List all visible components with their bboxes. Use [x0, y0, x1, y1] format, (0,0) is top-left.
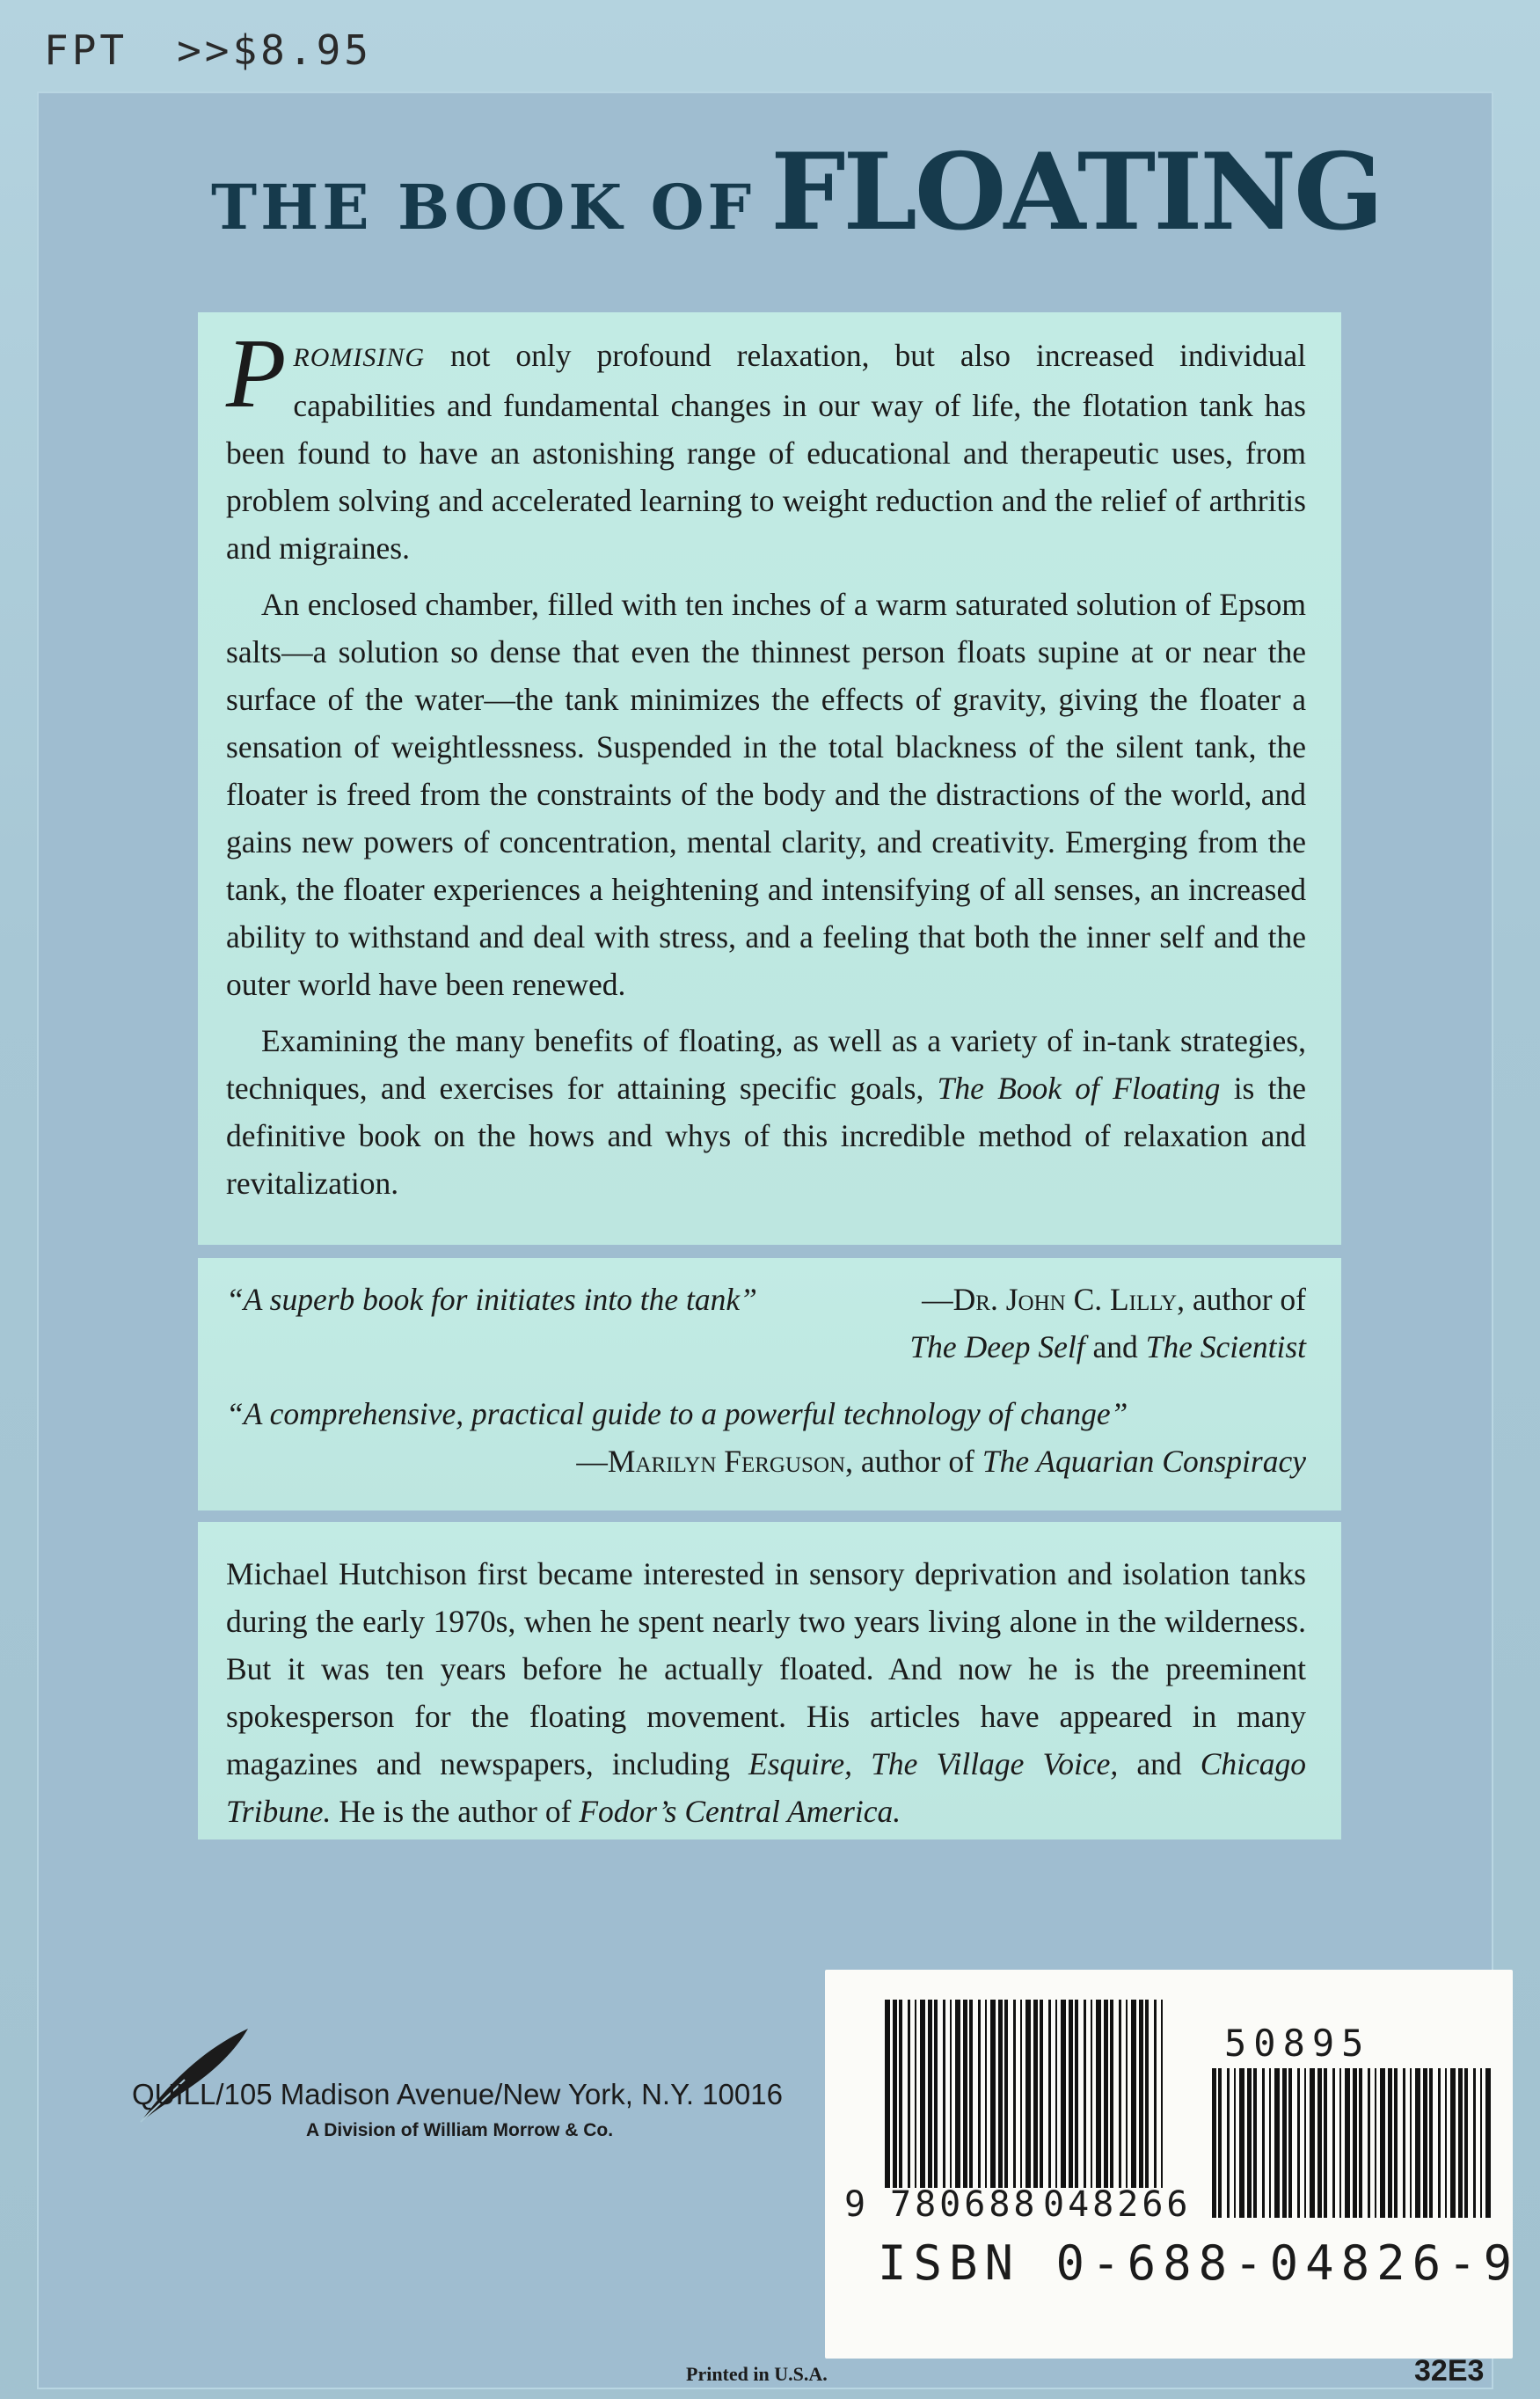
- price-code: 50895: [1224, 2022, 1371, 2065]
- barcode-bar: [1048, 2000, 1051, 2188]
- publisher-division: A Division of William Morrow & Co.: [306, 2120, 614, 2140]
- printed-in: Printed in U.S.A.: [686, 2363, 828, 2385]
- barcode-bar: [1131, 2000, 1136, 2188]
- description-paragraph-2: An enclosed chamber, filled with ten inches of a warm saturated solution of Epsom salts—a solution so dense that even the thinnest person floats supine at or near the surface of the water—the tank minimizes the effects of gravity, giving the floater a sensation of weightlessness. Suspended in the total blackness of the silent tank, the floater is freed from the constraints of the body and the distractions of the world, and gains new powers of concentration, mental clarity, and creativity. Emerging from the tank, the floater experiences a heightening and intensifying of all senses, an increased ability to withstand and deal with stress, and a feeling that both the inner self and the outer world have been renewed.: [226, 587, 1306, 1002]
- barcode-bar: [1423, 2068, 1427, 2218]
- barcode-bar: [1075, 2000, 1078, 2188]
- barcode-bar: [1091, 2000, 1092, 2188]
- barcode-bar: [1119, 2000, 1121, 2188]
- barcode-bar: [1282, 2068, 1287, 2218]
- barcode-bar: [1139, 2000, 1143, 2188]
- barcode-bar: [1218, 2068, 1222, 2218]
- barcode-bar: [978, 2000, 981, 2188]
- price-addon-bars: [1212, 2068, 1491, 2218]
- title-prefix: THE BOOK OF: [211, 171, 755, 244]
- barcode-bar: [1464, 2068, 1468, 2218]
- barcode-bar: [885, 2000, 890, 2188]
- barcode-bar: [950, 2000, 952, 2188]
- barcode-bar: [1317, 2068, 1322, 2218]
- barcode-bar: [1126, 2000, 1128, 2188]
- barcode-bar: [899, 2000, 902, 2188]
- barcode-bar: [1353, 2068, 1357, 2218]
- barcode-bar: [1403, 2068, 1405, 2218]
- quote-1-attribution: —Dr. John C. Lilly, author of: [922, 1282, 1306, 1317]
- title-main: FLOATING: [770, 130, 1382, 254]
- publisher-block: [132, 2023, 800, 2164]
- barcode-bar: [1239, 2068, 1244, 2218]
- barcode-bar: [1274, 2068, 1280, 2218]
- quote-1-text: “A superb book for initiates into the tank”: [226, 1282, 757, 1317]
- barcode-bar: [1247, 2068, 1252, 2218]
- barcode-bar: [1359, 2068, 1362, 2218]
- barcode-bar: [1269, 2068, 1271, 2218]
- barcode-bar: [1445, 2068, 1447, 2218]
- barcode-bar: [1288, 2068, 1292, 2218]
- barcode-bar: [1297, 2068, 1300, 2218]
- barcode-bar: [1227, 2068, 1230, 2218]
- drop-cap: P: [226, 319, 287, 428]
- barcode-bar: [1310, 2068, 1315, 2218]
- description-panel: [198, 312, 1341, 1245]
- barcode-bar: [1020, 2000, 1022, 2188]
- barcode-bar: [1375, 2068, 1376, 2218]
- barcode-bar: [1345, 2068, 1350, 2218]
- barcode-bar: [1450, 2068, 1456, 2218]
- barcode-bar: [1415, 2068, 1420, 2218]
- quote-2: [226, 1390, 1306, 1437]
- barcode-bar: [1110, 2000, 1113, 2188]
- barcode-bar: [1084, 2000, 1086, 2188]
- barcode-bar: [1438, 2068, 1441, 2218]
- barcode-bar: [1040, 2000, 1043, 2188]
- sticker-code: FPT: [44, 26, 128, 74]
- ean-barcode-bars: [885, 2000, 1163, 2188]
- barcode-bar: [1394, 2068, 1398, 2218]
- barcode-bar: [1104, 2000, 1108, 2188]
- quote-2-attribution: —Marilyn Ferguson, author of The Aquarian Conspiracy: [576, 1444, 1306, 1479]
- barcode-digits-left: 780688: [890, 2184, 1039, 2225]
- barcode-bar: [1473, 2068, 1476, 2218]
- barcode-bar: [1234, 2068, 1236, 2218]
- barcode-bar: [1485, 2068, 1491, 2218]
- author-bio: Michael Hutchison first became interested in sensory deprivation and isolation tanks during the early 1970s, when he spent nearly two years living alone in the wilderness. But it was ten years before he actually floated. And now he is the preeminent spokesperson for the floating movement. His articles have appeared in many magazines and newspapers, including Esquire, The Village Voice, and Chicago Tribune. He is the author of Fodor’s Central America.: [226, 1556, 1306, 1829]
- barcode-bar: [1055, 2000, 1057, 2188]
- barcode-bar: [893, 2000, 897, 2188]
- quote-1: [226, 1276, 1306, 1323]
- barcode-bar: [1004, 2000, 1008, 2188]
- barcode-bar: [963, 2000, 967, 2188]
- barcode-bar: [1388, 2068, 1392, 2218]
- barcode-bar: [1368, 2068, 1370, 2218]
- price-sticker: [44, 26, 372, 74]
- barcode-bar: [955, 2000, 960, 2188]
- isbn-number: ISBN 0-688-04826-9: [878, 2235, 1520, 2291]
- book-title: [211, 130, 1382, 254]
- quote-2-text: “A comprehensive, practical guide to a powerful technology of change”: [226, 1396, 1128, 1431]
- barcode-bar: [1154, 2000, 1157, 2188]
- barcode-digits-right: 048266: [1043, 2184, 1192, 2225]
- barcode-bar: [1458, 2068, 1463, 2218]
- barcode-bar: [1025, 2000, 1031, 2188]
- quill-pen-icon: [132, 2023, 255, 2129]
- barcode-bar: [1262, 2068, 1265, 2218]
- catalog-code: 32E3: [1414, 2354, 1485, 2388]
- barcode-bar: [1429, 2068, 1433, 2218]
- barcode-bar: [1013, 2000, 1016, 2188]
- barcode-bar: [1212, 2068, 1216, 2218]
- barcode-bar: [928, 2000, 932, 2188]
- quotes-panel: [198, 1258, 1341, 1510]
- author-bio-panel: [198, 1522, 1341, 1839]
- barcode-bar: [1410, 2068, 1412, 2218]
- barcode-bar: [1161, 2000, 1163, 2188]
- barcode-bar: [1145, 2000, 1149, 2188]
- barcode-bar: [985, 2000, 987, 2188]
- barcode-digit-lead: 9: [844, 2184, 866, 2225]
- barcode-label: [825, 1970, 1520, 2359]
- barcode-bar: [908, 2000, 910, 2188]
- barcode-bar: [1339, 2068, 1341, 2218]
- quote-1-books: The Deep Self and The Scientist: [909, 1329, 1306, 1364]
- barcode-bar: [920, 2000, 925, 2188]
- description-paragraph-1: PROMISING not only profound relaxation, but also increased individual capabilities and fundamental changes in our way of life, the flotation tank has been found to have an astonishing range of educational and therapeutic uses, from problem solving and accelerated learning to weight reduction and the relief of arthritis and migraines.: [226, 319, 1306, 566]
- barcode-bar: [1480, 2068, 1482, 2218]
- barcode-graphic: [825, 1970, 1513, 2359]
- barcode-bar: [1324, 2068, 1327, 2218]
- lead-word: ROMISING: [293, 343, 426, 372]
- description-paragraph-3: Examining the many benefits of floating, as well as a variety of in-tank strategies, techniques, and exercises for attaining specific goals, The Book of Floating is the definitive book on the hows and whys of this incredible method of relaxation and revitalization.: [226, 1023, 1306, 1201]
- sticker-price: >>$8.95: [177, 26, 372, 74]
- barcode-bar: [1253, 2068, 1257, 2218]
- book-title-inline: The Book of Floating: [937, 1071, 1221, 1106]
- barcode-bar: [990, 2000, 996, 2188]
- barcode-bar: [1096, 2000, 1101, 2188]
- barcode-bar: [915, 2000, 916, 2188]
- barcode-bar: [1061, 2000, 1066, 2188]
- barcode-bar: [1380, 2068, 1385, 2218]
- barcode-bar: [1033, 2000, 1038, 2188]
- publisher-address: QUILL/105 Madison Avenue/New York, N.Y. 10016: [132, 2078, 783, 2110]
- barcode-bar: [969, 2000, 973, 2188]
- barcode-bar: [1069, 2000, 1073, 2188]
- barcode-bar: [1304, 2068, 1306, 2218]
- barcode-bar: [998, 2000, 1003, 2188]
- barcode-bar: [943, 2000, 945, 2188]
- barcode-bar: [934, 2000, 938, 2188]
- barcode-bar: [1332, 2068, 1335, 2218]
